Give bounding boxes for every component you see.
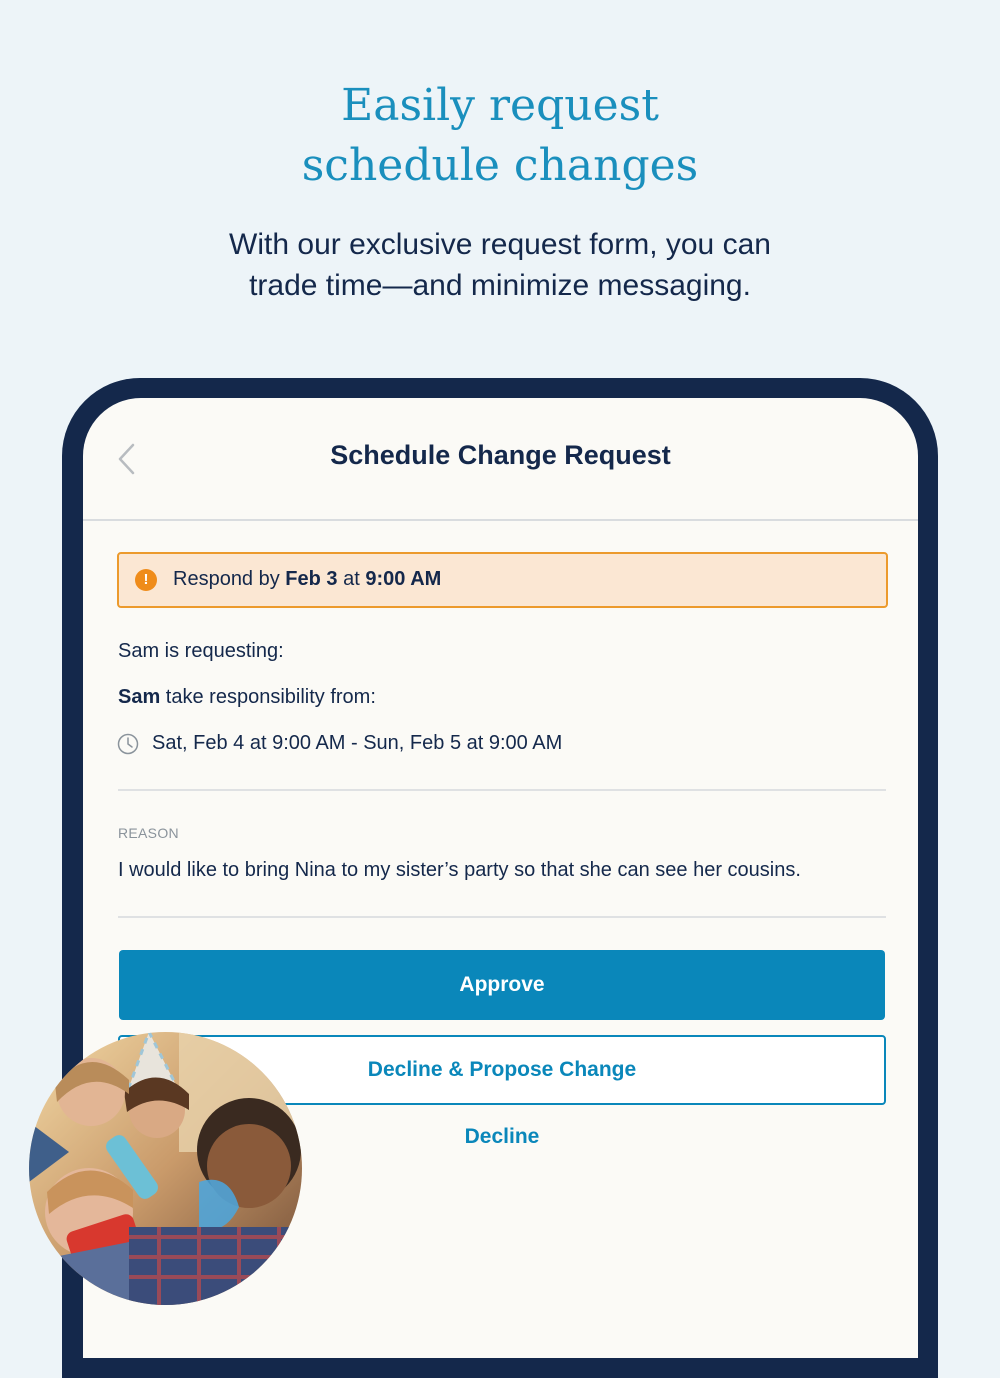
alert-middle: at — [337, 568, 366, 590]
party-photo-illustration — [29, 1032, 302, 1305]
subhead-line-2: trade time—and minimize messaging. — [249, 269, 751, 302]
responsibility-line — [118, 686, 376, 709]
reason-label: REASON — [118, 825, 179, 841]
reason-text: I would like to bring Nina to my sister’s party so that she can see her cousins. — [118, 859, 801, 881]
marketing-subhead — [0, 224, 1000, 306]
responsibility-text: take responsibility from: — [160, 686, 376, 708]
divider — [118, 789, 886, 791]
request-intro: Sam is requesting: — [118, 640, 284, 662]
alert-date: Feb 3 — [285, 568, 338, 590]
requester-name: Sam — [118, 686, 161, 708]
decline-button[interactable]: Decline — [464, 1125, 540, 1148]
divider — [118, 916, 886, 918]
exclamation-circle-icon: ! — [135, 569, 157, 591]
respond-by-alert — [117, 552, 888, 608]
headline-line-2: schedule changes — [301, 140, 699, 191]
time-range: Sat, Feb 4 at 9:00 AM - Sun, Feb 5 at 9:00 AM — [152, 732, 563, 754]
party-photo — [29, 1032, 302, 1305]
alert-time: 9:00 AM — [365, 568, 442, 590]
alert-text — [173, 568, 441, 591]
decline-propose-button[interactable]: Decline & Propose Change — [118, 1035, 886, 1105]
approve-button[interactable]: Approve — [119, 950, 885, 1020]
page-title: Schedule Change Request — [330, 440, 671, 470]
headline-line-1: Easily request — [341, 80, 659, 131]
clock-icon — [117, 733, 139, 755]
subhead-line-1: With our exclusive request form, you can — [229, 228, 771, 261]
marketing-headline — [0, 76, 1000, 196]
alert-prefix: Respond by — [173, 568, 286, 590]
nav-bar — [83, 398, 918, 521]
